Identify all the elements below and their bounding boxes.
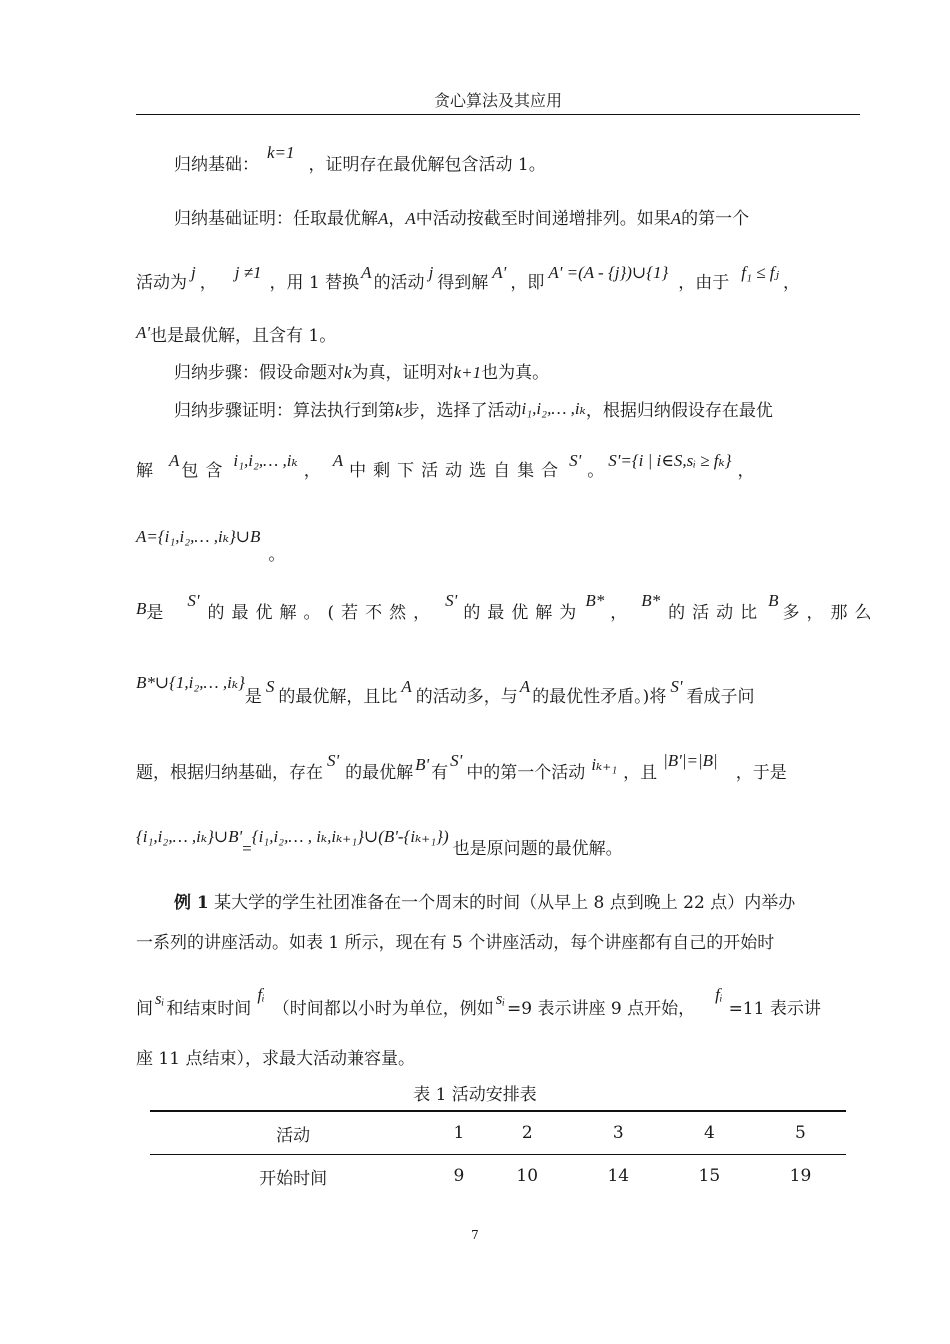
table-row [150, 1155, 846, 1198]
table-cell: 3 [612, 1123, 624, 1143]
math: fᵢ [715, 985, 723, 1004]
table-cell: 活动 [276, 1125, 311, 1146]
paragraph-contradiction: B*∪{1,i₂,… ,iₖ}是S的最优解，且比A的活动多，与A的最优性矛盾。)将S'看成子问 [136, 673, 755, 707]
table-caption: 表 1 活动安排表 [413, 1085, 537, 1105]
math: k=1 [267, 143, 295, 162]
math: S' [569, 451, 582, 470]
math: S' [445, 591, 458, 610]
math: A [405, 209, 416, 228]
activity-table [150, 1110, 846, 1197]
math: i₁,i₂,… ,iₖ [233, 451, 298, 470]
math: A' =(A - {j})∪{1} [548, 263, 669, 282]
paragraph-step-proof: 归纳步骤证明：算法执行到第k步，选择了活动i₁,i₂,… ,iₖ，根据归纳假设存在最优 [174, 399, 773, 421]
paragraph-subproblem: 题，根据归纳基础，存在S'的最优解 B' 有S'中的第一个活动 iₖ₊₁ ，且|B'|=|B|，于是 [136, 751, 787, 783]
math: B* [641, 591, 661, 610]
math: A [401, 677, 412, 696]
paragraph-induction-base: 归纳基础：k=1，证明存在最优解包含活动 1。 [174, 143, 546, 175]
math: f₁ ≤ fⱼ [741, 263, 779, 282]
math: k [344, 363, 352, 382]
math: S'={i | i∈S,sᵢ ≥ fₖ} [608, 451, 732, 470]
math: S [265, 677, 275, 696]
math: B*∪{1,i₂,… ,iₖ} [136, 673, 245, 692]
paragraph-base-proof-end: A'也是最优解，且含有 1。 [136, 323, 337, 346]
math: B [136, 599, 147, 618]
math: k+1 [453, 363, 482, 382]
page-number: 7 [471, 1228, 479, 1242]
paragraph-induction-step: 归纳步骤：假设命题对k为真，证明对k+1也为真。 [174, 363, 550, 383]
math: {i₁,i₂,… ,iₖ}∪B' [136, 827, 243, 846]
math: A [378, 209, 389, 228]
example-1-line4: 座 11 点结束），求最大活动兼容量。 [136, 1049, 415, 1069]
math: S' [327, 751, 340, 770]
table-cell: 4 [703, 1123, 715, 1143]
math: S' [670, 677, 683, 696]
math: B* [585, 591, 605, 610]
table-cell: 9 [453, 1166, 465, 1186]
math: j ≠1 [234, 263, 262, 282]
math: fᵢ [257, 985, 265, 1004]
example-1-line2: 一系列的讲座活动。如表 1 所示，现在有 5 个讲座活动，每个讲座都有自己的开始时 [136, 933, 775, 953]
table-cell: 2 [521, 1123, 533, 1143]
math: A' [136, 323, 151, 342]
page-header: 贪心算法及其应用 [136, 90, 860, 115]
math: sᵢ [495, 989, 506, 1008]
math: k [395, 401, 403, 420]
paragraph-base-proof: 归纳基础证明：任取最优解A，A中活动按截至时间递增排列。如果A的第一个 [174, 209, 750, 229]
math: j [428, 263, 434, 282]
math: i₁,i₂,… ,iₖ [521, 399, 586, 418]
math: B' [415, 755, 430, 774]
example-1-line3: 间sᵢ和结束时间fᵢ（时间都以小时为单位，例如sᵢ=9 表示讲座 9 点开始，fᵢ=11 表示讲 [136, 985, 821, 1019]
table-cell: 5 [795, 1123, 806, 1143]
table-cell: 15 [698, 1166, 721, 1186]
math: j [191, 263, 196, 282]
paragraph-b-optimal: B是S'的最优解。(若不然，S'的最优解为B*，B*的活动比B多，那么 [136, 591, 879, 623]
formula-a-set: A={i₁,i₂,… ,iₖ}∪B。 [136, 527, 286, 565]
math: A' [492, 263, 507, 282]
math: S' [450, 751, 463, 770]
math: A [361, 263, 372, 282]
paragraph-step-proof-cont: 解A包含i₁,i₂,… ,iₖ，A中剩下活动选自集合S'。S'={i | i∈S,sᵢ ≥ fₖ}， [136, 451, 755, 481]
math: A [332, 451, 344, 470]
paragraph-conclusion: {i₁,i₂,… ,iₖ}∪B'={i₁,i₂,… , iₖ,iₖ₊₁}∪(B'-{iₖ₊₁})也是原问题的最优解。 [136, 827, 623, 859]
math: A={i₁,i₂,… ,iₖ}∪B [136, 527, 261, 546]
math: B [768, 591, 779, 610]
math: |B'|=|B| [663, 751, 718, 770]
math: S' [187, 591, 200, 610]
math: iₖ₊₁ [591, 755, 618, 774]
math: A [670, 209, 682, 228]
table-row [150, 1111, 846, 1155]
math: A [169, 451, 180, 470]
table-cell: 10 [516, 1166, 539, 1186]
table-cell: 19 [789, 1166, 812, 1186]
table-cell: 1 [453, 1123, 465, 1143]
table-cell: 开始时间 [259, 1168, 328, 1189]
math: A [519, 677, 531, 696]
table-cell: 14 [607, 1166, 630, 1186]
paragraph-base-proof-cont: 活动为j，j ≠1，用 1 替换A的活动j得到解A'，即A' =(A - {j})∪{1}，由于f₁ ≤ fⱼ， [136, 263, 800, 293]
math: sᵢ [155, 989, 165, 1008]
math: {i₁,i₂,… , iₖ,iₖ₊₁}∪(B'-{iₖ₊₁}) [251, 827, 449, 846]
example-1-heading: 例 1 某大学的学生社团准备在一个周末的时间（从早上 8 点到晚上 22 点）内举办 [174, 893, 796, 913]
